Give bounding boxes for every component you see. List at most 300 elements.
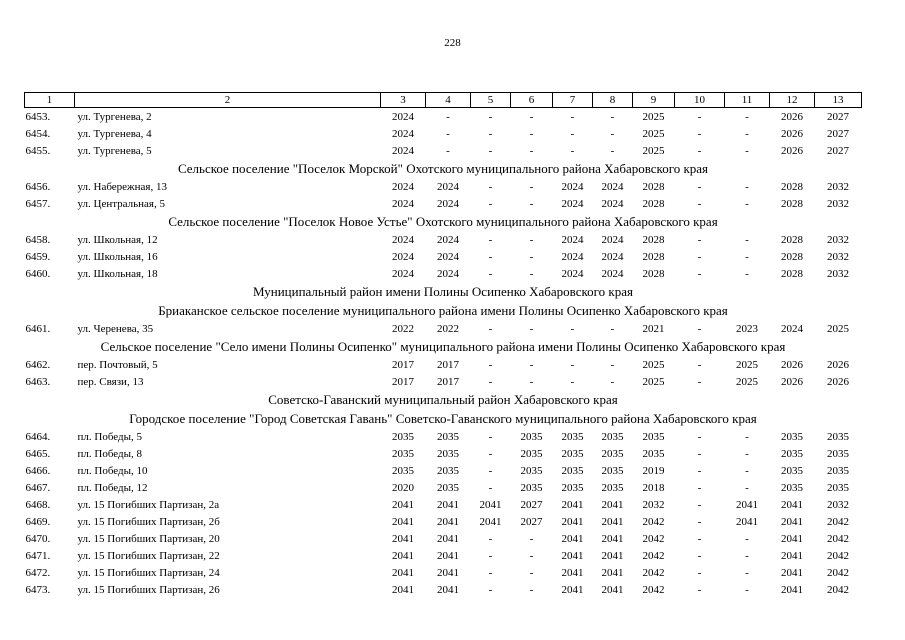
year-cell: 2028	[642, 250, 665, 263]
section-heading-row	[25, 212, 862, 231]
year-cell: -	[745, 250, 749, 263]
page-number: 228	[444, 37, 461, 49]
address-cell: ул. 15 Погибших Партизан, 24	[77, 566, 220, 579]
section-heading: Советско-Гаванский муниципальный район Хабаровского края	[268, 392, 618, 407]
section-heading-row	[25, 301, 862, 320]
row-number: 6462.	[25, 358, 51, 371]
year-cell: -	[610, 144, 615, 157]
year-cell: -	[697, 566, 702, 579]
year-cell: 2042	[642, 583, 665, 596]
year-cell: -	[610, 322, 615, 335]
address-cell: ул. Школьная, 16	[77, 250, 158, 263]
year-cell: -	[488, 549, 493, 562]
year-cell: -	[488, 566, 493, 579]
year-cell: -	[745, 127, 749, 140]
year-cell: -	[488, 110, 493, 123]
row-number: 6469.	[25, 515, 51, 528]
year-cell: 2035	[437, 430, 459, 443]
year-cell: -	[529, 322, 534, 335]
year-cell: 2022	[392, 322, 414, 335]
year-cell: 2041	[601, 583, 624, 596]
year-cell: -	[697, 267, 702, 280]
year-cell: -	[697, 447, 702, 460]
year-cell: 2035	[781, 464, 803, 477]
year-cell: 2024	[437, 180, 459, 193]
column-header: 8	[593, 93, 633, 108]
section-heading-row	[25, 282, 862, 301]
year-cell: 2028	[781, 197, 803, 210]
row-number: 6466.	[25, 464, 51, 477]
column-header: 4	[426, 93, 471, 108]
year-cell: 2028	[781, 267, 803, 280]
year-cell: 2041	[392, 532, 414, 545]
year-cell: -	[745, 267, 749, 280]
column-header: 6	[511, 93, 553, 108]
year-cell: 2017	[437, 358, 459, 371]
table-row	[25, 108, 862, 126]
address-cell: ул. 15 Погибших Партизан, 22	[77, 549, 220, 562]
table-row	[25, 428, 862, 445]
table-row	[25, 248, 862, 265]
address-cell: ул. Тургенева, 2	[77, 110, 152, 123]
year-cell: 2024	[781, 322, 803, 335]
year-cell: 2024	[561, 250, 584, 263]
year-cell: 2024	[561, 197, 584, 210]
address-cell: ул. 15 Погибших Партизан, 20	[77, 532, 220, 545]
table-row	[25, 373, 862, 390]
year-cell: -	[745, 464, 749, 477]
year-cell: 2035	[437, 481, 459, 494]
year-cell: -	[446, 127, 450, 140]
year-cell: 2026	[781, 110, 803, 123]
year-cell: 2041	[392, 515, 414, 528]
year-cell: 2035	[601, 430, 624, 443]
year-cell: 2035	[561, 447, 584, 460]
year-cell: 2025	[642, 375, 665, 388]
row-number: 6456.	[25, 180, 51, 193]
section-heading: Городское поселение "Город Советская Гавань" Советско-Гаванского муниципального района Хабаровского края	[129, 411, 757, 426]
year-cell: 2032	[642, 498, 665, 511]
year-cell: 2042	[827, 549, 849, 562]
year-cell: -	[697, 549, 702, 562]
year-cell: 2041	[392, 549, 414, 562]
year-cell: -	[446, 144, 450, 157]
year-cell: 2041	[736, 498, 758, 511]
year-cell: -	[570, 375, 575, 388]
year-cell: 2041	[561, 583, 584, 596]
year-cell: -	[697, 180, 702, 193]
row-number: 6458.	[25, 233, 51, 246]
year-cell: -	[610, 375, 615, 388]
year-cell: 2041	[781, 566, 803, 579]
row-number: 6457.	[25, 197, 51, 210]
year-cell: -	[745, 566, 749, 579]
address-cell: ул. 15 Погибших Партизан, 26	[77, 583, 220, 596]
section-heading: Сельское поселение "Село имени Полины Осипенко" муниципального района имени Полины Осипенко Хабаровского края	[100, 339, 786, 354]
year-cell: 2041	[561, 566, 584, 579]
year-cell: -	[745, 180, 749, 193]
year-cell: -	[697, 464, 702, 477]
table-row	[25, 564, 862, 581]
year-cell: 2026	[827, 358, 849, 371]
year-cell: -	[745, 430, 749, 443]
year-cell: -	[529, 127, 534, 140]
year-cell: -	[446, 110, 450, 123]
year-cell: 2019	[642, 464, 665, 477]
year-cell: 2041	[437, 549, 459, 562]
year-cell: 2026	[781, 375, 803, 388]
year-cell: 2028	[642, 267, 665, 280]
section-heading-row	[25, 159, 862, 178]
address-cell: ул. Школьная, 18	[77, 267, 158, 280]
year-cell: -	[488, 197, 493, 210]
year-cell: -	[745, 233, 749, 246]
row-number: 6459.	[25, 250, 51, 263]
year-cell: 2024	[392, 180, 414, 193]
year-cell: 2024	[561, 267, 584, 280]
year-cell: 2032	[827, 233, 849, 246]
year-cell: 2027	[827, 144, 849, 157]
year-cell: -	[610, 358, 615, 371]
column-header: 11	[725, 93, 770, 108]
year-cell: -	[488, 430, 493, 443]
year-cell: 2041	[392, 566, 414, 579]
section-heading: Сельское поселение "Поселок Новое Устье" Охотского муниципального района Хабаровского края	[168, 214, 718, 229]
column-number-header-row	[25, 93, 862, 108]
year-cell: 2035	[561, 430, 584, 443]
address-cell: пл. Победы, 10	[77, 464, 148, 477]
year-cell: 2028	[642, 197, 665, 210]
table-row	[25, 547, 862, 564]
year-cell: 2035	[520, 464, 543, 477]
year-cell: 2042	[827, 515, 849, 528]
year-cell: 2041	[392, 498, 414, 511]
year-cell: 2041	[437, 532, 459, 545]
year-cell: 2041	[601, 566, 624, 579]
table-row	[25, 496, 862, 513]
year-cell: -	[529, 267, 534, 280]
year-cell: 2041	[437, 515, 459, 528]
year-cell: 2035	[561, 481, 584, 494]
year-cell: -	[570, 127, 575, 140]
year-cell: 2024	[601, 250, 624, 263]
year-cell: -	[697, 375, 702, 388]
year-cell: 2041	[437, 583, 459, 596]
year-cell: 2035	[601, 464, 624, 477]
year-cell: 2020	[392, 481, 414, 494]
year-cell: 2028	[642, 180, 665, 193]
column-header: 10	[675, 93, 725, 108]
year-cell: 2041	[781, 532, 803, 545]
year-cell: 2024	[437, 250, 459, 263]
year-cell: 2041	[781, 498, 803, 511]
table-row	[25, 195, 862, 212]
column-header: 3	[381, 93, 426, 108]
year-cell: 2035	[642, 447, 665, 460]
year-cell: -	[745, 447, 749, 460]
row-number: 6468.	[25, 498, 51, 511]
year-cell: 2032	[827, 498, 849, 511]
section-heading: Сельское поселение "Поселок Морской" Охотского муниципального района Хабаровского края	[177, 161, 709, 176]
table-row	[25, 356, 862, 373]
address-cell: ул. Школьная, 12	[77, 233, 158, 246]
column-header: 5	[471, 93, 511, 108]
year-cell: 2041	[736, 515, 758, 528]
year-cell: -	[697, 481, 702, 494]
year-cell: 2025	[736, 375, 758, 388]
year-cell: 2032	[827, 180, 849, 193]
year-cell: 2028	[781, 180, 803, 193]
year-cell: 2023	[736, 322, 758, 335]
year-cell: 2041	[561, 515, 584, 528]
year-cell: 2024	[392, 250, 414, 263]
year-cell: 2035	[827, 481, 849, 494]
address-cell: ул. Тургенева, 5	[77, 144, 152, 157]
year-cell: 2035	[781, 481, 803, 494]
table-row	[25, 265, 862, 282]
year-cell: 2041	[601, 549, 624, 562]
year-cell: 2041	[601, 532, 624, 545]
row-number: 6461.	[25, 322, 51, 335]
year-cell: -	[697, 515, 702, 528]
year-cell: 2025	[736, 358, 758, 371]
year-cell: -	[488, 322, 493, 335]
year-cell: 2035	[827, 447, 849, 460]
year-cell: -	[745, 144, 749, 157]
address-cell: ул. Набережная, 13	[77, 180, 167, 193]
year-cell: -	[697, 322, 702, 335]
year-cell: -	[745, 481, 749, 494]
year-cell: 2042	[642, 566, 665, 579]
year-cell: -	[529, 358, 534, 371]
year-cell: 2024	[392, 233, 414, 246]
year-cell: -	[488, 144, 493, 157]
year-cell: -	[529, 566, 534, 579]
address-cell: пер. Почтовый, 5	[77, 358, 158, 371]
year-cell: -	[488, 375, 493, 388]
year-cell: -	[488, 250, 493, 263]
year-cell: 2032	[827, 267, 849, 280]
year-cell: -	[488, 358, 493, 371]
row-number: 6467.	[25, 481, 51, 494]
year-cell: 2017	[392, 358, 414, 371]
year-cell: 2042	[642, 515, 665, 528]
row-number: 6465.	[25, 447, 51, 460]
row-number: 6460.	[25, 267, 51, 280]
year-cell: -	[697, 430, 702, 443]
year-cell: 2026	[781, 358, 803, 371]
year-cell: -	[697, 358, 702, 371]
year-cell: 2027	[520, 498, 543, 511]
year-cell: -	[488, 233, 493, 246]
year-cell: -	[697, 498, 702, 511]
row-number: 6472.	[25, 566, 51, 579]
year-cell: -	[488, 464, 493, 477]
year-cell: 2042	[827, 566, 849, 579]
year-cell: 2041	[781, 515, 803, 528]
year-cell: 2041	[437, 566, 459, 579]
year-cell: 2024	[437, 267, 459, 280]
year-cell: 2025	[642, 144, 665, 157]
year-cell: 2027	[827, 127, 849, 140]
column-header: 2	[75, 93, 381, 108]
year-cell: -	[697, 197, 702, 210]
address-cell: пл. Победы, 12	[77, 481, 148, 494]
year-cell: 2035	[520, 447, 543, 460]
year-cell: 2025	[642, 127, 665, 140]
row-number: 6455.	[25, 144, 51, 157]
year-cell: 2041	[781, 549, 803, 562]
address-cell: ул. Центральная, 5	[77, 197, 165, 210]
year-cell: -	[488, 532, 493, 545]
table-row	[25, 320, 862, 337]
year-cell: 2042	[827, 532, 849, 545]
section-heading: Муниципальный район имени Полины Осипенко Хабаровского края	[253, 284, 633, 299]
year-cell: -	[697, 233, 702, 246]
year-cell: 2028	[642, 233, 665, 246]
year-cell: -	[529, 250, 534, 263]
column-header: 9	[633, 93, 675, 108]
year-cell: 2024	[392, 110, 414, 123]
year-cell: -	[570, 144, 575, 157]
year-cell: 2041	[561, 532, 584, 545]
year-cell: 2035	[601, 481, 624, 494]
year-cell: 2028	[781, 250, 803, 263]
table-row	[25, 231, 862, 248]
year-cell: 2035	[781, 447, 803, 460]
year-cell: -	[745, 549, 749, 562]
year-cell: 2024	[561, 233, 584, 246]
year-cell: 2042	[827, 583, 849, 596]
year-cell: 2025	[642, 358, 665, 371]
year-cell: 2027	[520, 515, 543, 528]
column-header: 13	[815, 93, 862, 108]
address-cell: пер. Связи, 13	[77, 375, 144, 388]
year-cell: 2041	[561, 549, 584, 562]
year-cell: 2035	[827, 430, 849, 443]
year-cell: 2035	[642, 430, 665, 443]
year-cell: -	[529, 110, 534, 123]
table-row	[25, 581, 862, 598]
year-cell: -	[529, 583, 534, 596]
year-cell: -	[697, 144, 702, 157]
year-cell: -	[610, 127, 615, 140]
year-cell: -	[529, 532, 534, 545]
row-number: 6470.	[25, 532, 51, 545]
year-cell: -	[745, 583, 749, 596]
year-cell: -	[570, 110, 575, 123]
row-number: 6473.	[25, 583, 51, 596]
year-cell: -	[488, 583, 493, 596]
year-cell: -	[529, 233, 534, 246]
year-cell: 2024	[392, 144, 414, 157]
row-number: 6454.	[25, 127, 51, 140]
year-cell: 2018	[642, 481, 665, 494]
address-cell: пл. Победы, 8	[77, 447, 142, 460]
year-cell: -	[745, 110, 749, 123]
year-cell: 2042	[642, 549, 665, 562]
address-cell: пл. Победы, 5	[77, 430, 142, 443]
year-cell: -	[697, 110, 702, 123]
year-cell: 2024	[601, 180, 624, 193]
year-cell: 2032	[827, 250, 849, 263]
year-cell: 2026	[781, 144, 803, 157]
year-cell: -	[697, 250, 702, 263]
year-cell: 2041	[479, 498, 502, 511]
year-cell: -	[488, 127, 493, 140]
year-cell: 2041	[601, 515, 624, 528]
address-cell: ул. Тургенева, 4	[77, 127, 152, 140]
year-cell: -	[529, 549, 534, 562]
year-cell: -	[488, 447, 493, 460]
address-cell: ул. Черенева, 35	[77, 322, 154, 335]
year-cell: -	[697, 127, 702, 140]
year-cell: -	[529, 144, 534, 157]
year-cell: -	[488, 180, 493, 193]
year-cell: 2024	[392, 267, 414, 280]
address-cell: ул. 15 Погибших Партизан, 2а	[77, 498, 220, 511]
year-cell: 2032	[827, 197, 849, 210]
year-cell: -	[697, 583, 702, 596]
year-cell: 2024	[601, 267, 624, 280]
table-row	[25, 445, 862, 462]
year-cell: 2035	[520, 481, 543, 494]
table-row	[25, 142, 862, 159]
section-heading-row	[25, 409, 862, 428]
year-cell: 2026	[827, 375, 849, 388]
year-cell: 2024	[601, 197, 624, 210]
year-cell: -	[488, 267, 493, 280]
section-heading: Бриаканское сельское поселение муниципального района имени Полины Осипенко Хабаровского края	[158, 303, 728, 318]
year-cell: 2035	[781, 430, 803, 443]
year-cell: 2024	[392, 127, 414, 140]
section-heading-row	[25, 337, 862, 356]
table-row	[25, 125, 862, 142]
year-cell: -	[529, 180, 534, 193]
year-cell: 2041	[561, 498, 584, 511]
column-header: 7	[553, 93, 593, 108]
year-cell: 2035	[392, 430, 414, 443]
year-cell: 2041	[392, 583, 414, 596]
section-heading-row	[25, 390, 862, 409]
year-cell: 2035	[437, 464, 459, 477]
year-cell: 2035	[601, 447, 624, 460]
year-cell: 2027	[827, 110, 849, 123]
row-number: 6453.	[25, 110, 51, 123]
year-cell: 2026	[781, 127, 803, 140]
year-cell: -	[570, 322, 575, 335]
row-number: 6471.	[25, 549, 51, 562]
year-cell: -	[610, 110, 615, 123]
year-cell: 2022	[437, 322, 459, 335]
year-cell: 2025	[642, 110, 665, 123]
row-number: 6464.	[25, 430, 51, 443]
year-cell: 2017	[437, 375, 459, 388]
year-cell: 2041	[437, 498, 459, 511]
table-row	[25, 513, 862, 530]
year-cell: 2035	[827, 464, 849, 477]
column-header: 12	[770, 93, 815, 108]
year-cell: -	[745, 532, 749, 545]
year-cell: 2041	[781, 583, 803, 596]
year-cell: 2024	[392, 197, 414, 210]
year-cell: -	[697, 532, 702, 545]
year-cell: 2024	[561, 180, 584, 193]
year-cell: 2028	[781, 233, 803, 246]
year-cell: 2035	[392, 447, 414, 460]
year-cell: 2042	[642, 532, 665, 545]
year-cell: 2017	[392, 375, 414, 388]
